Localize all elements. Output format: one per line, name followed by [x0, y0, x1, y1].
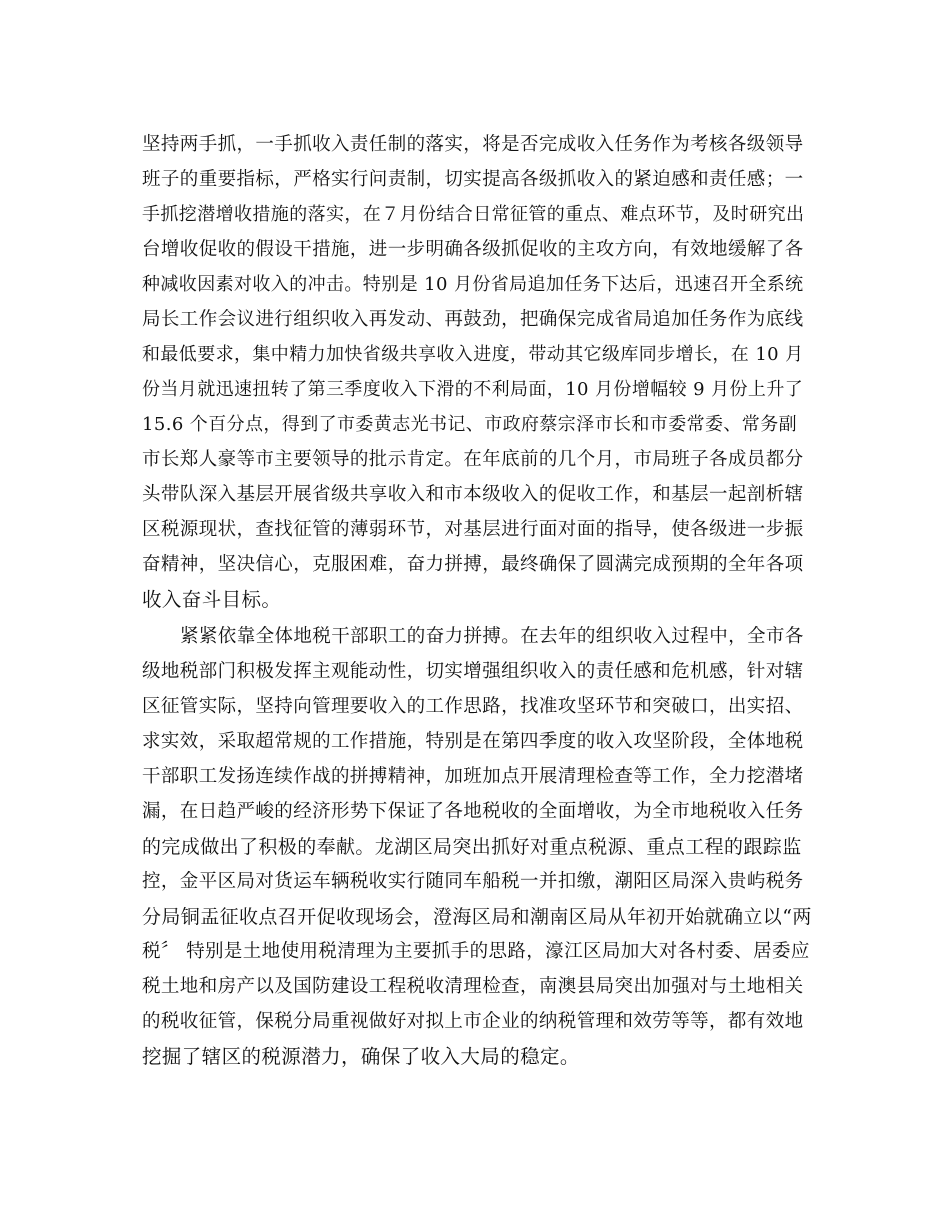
text-line: 干部职工发扬连续作战的拼搏精神，加班加点开展清理检查等工作，全力挖潜堵: [142, 766, 804, 787]
text-line: 级地税部门积极发挥主观能动性，切实增强组织收入的责任感和危机感，针对辖: [142, 661, 804, 682]
text-line: 种减收因素对收入的冲击。特别是 10 月份省局追加任务下达后，迅速召开全系统: [142, 274, 804, 295]
text-line: 头带队深入基层开展省级共享收入和市本级收入的促收工作，和基层一起剖析辖: [142, 484, 804, 505]
text-line: 漏，在日趋严峻的经济形势下保证了各地税收的全面增收，为全市地税收入任务: [142, 801, 804, 822]
text-line: 紧紧依靠全体地税干部职工的奋力拼搏。在去年的组织收入过程中，全市各: [180, 626, 804, 647]
text-line: 收入奋斗目标。: [142, 588, 282, 611]
text-line: 税〞 特别是土地使用税清理为主要抓手的思路，濠江区局加大对各村委、居委应: [142, 941, 810, 962]
text-line: 15.6 个百分点，得到了市委黄志光书记、市政府蔡宗泽市长和市委常委、常务副: [142, 414, 797, 435]
text-line: 和最低要求，集中精力加快省级共享收入进度，带动其它级库同步增长，在 10 月: [142, 344, 804, 365]
text-line: 份当月就迅速扭转了第三季度收入下滑的不利局面，10 月份增幅较 9 月份上升了: [142, 379, 804, 400]
text-line: 台增收促收的假设干措施，进一步明确各级抓促收的主攻方向，有效地缓解了各: [142, 239, 804, 260]
text-line: 的完成做出了积极的奉献。龙湖区局突出抓好对重点税源、重点工程的跟踪监: [142, 836, 802, 858]
text-line: 班子的重要指标，严格实行问责制，切实提高各级抓收入的紧迫感和责任感；一: [142, 169, 804, 190]
text-line: 区征管实际，坚持向管理要收入的工作思路，找准攻坚环节和突破口，出实招、: [142, 696, 804, 717]
text-line: 税土地和房产以及国防建设工程税收清理检查，南澳县局突出加强对与土地相关: [142, 976, 804, 997]
text-line: 市长郑人豪等市主要领导的批示肯定。在年底前的几个月，市局班子各成员都分: [142, 449, 804, 470]
text-line: 区税源现状，查找征管的薄弱环节，对基层进行面对面的指导，使各级进一步振: [142, 519, 804, 540]
text-line: 局长工作会议进行组织收入再发动、再鼓劲，把确保完成省局追加任务作为底线: [142, 309, 804, 330]
text-line: 坚持两手抓，一手抓收入责任制的落实，将是否完成收入任务作为考核各级领导: [142, 134, 804, 155]
text-line: 分局铜盂征收点召开促收现场会，澄海区局和潮南区局从年初开始就确立以“两: [142, 906, 812, 928]
text-line: 求实效，采取超常规的工作措施，特别是在第四季度的收入攻坚阶段，全体地税: [142, 731, 804, 752]
text-line: 挖掘了辖区的税源潜力，确保了收入大局的稳定。: [142, 1045, 580, 1068]
text-line: 控，金平区局对货运车辆税收实行随同车船税一并扣缴，潮阳区局深入贵屿税务: [142, 871, 804, 892]
text-line: 奋精神，坚决信心，克服困难，奋力拼搏，最终确保了圆满完成预期的全年各项: [142, 554, 804, 575]
text-line: 的税收征管，保税分局重视做好对拟上市企业的纳税管理和效劳等等，都有效地: [142, 1011, 804, 1032]
text-line: 手抓挖潜增收措施的落实，在７月份结合日常征管的重点、难点环节，及时研究出: [142, 204, 805, 225]
